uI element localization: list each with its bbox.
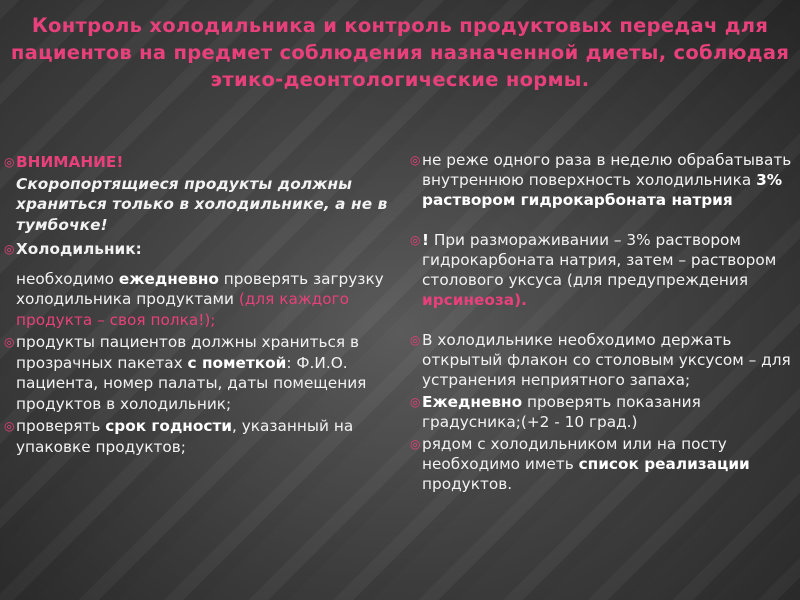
list-text-1: рядом с холодильником или на посту необходимо иметь [422, 435, 727, 473]
thermo-text-daily: Ежедневно [422, 393, 523, 411]
left-column [4, 152, 396, 457]
circle-dot-bullet-icon: ◎ [410, 395, 421, 409]
vinegar-text: В холодильнике необходимо держать открытый флакон со столовым уксусом – для устранения неприятного запаха; [422, 331, 791, 389]
fridge-label: Холодильник: [16, 240, 142, 258]
bullet-packets [4, 332, 396, 414]
right-column [410, 150, 798, 494]
bullet-attention [4, 152, 396, 173]
fridge-text-shelf: (для каждого продукта – своя полка!); [16, 290, 349, 329]
expiry-text-date: срок годности [105, 417, 233, 435]
defrost-text-disease: ирсинеоза). [422, 291, 527, 309]
circle-dot-bullet-icon: ◎ [4, 419, 15, 433]
bullet-weekly [410, 150, 798, 210]
fridge-text-daily: ежедневно [118, 269, 219, 288]
circle-dot-bullet-icon: ◎ [4, 242, 15, 256]
fridge-text-3: проверять загрузку холодильника продуктами [16, 269, 384, 308]
list-text-3: продуктов. [422, 475, 513, 493]
circle-dot-bullet-icon: ◎ [410, 233, 421, 247]
expiry-text-3: , указанный на упаковке продуктов; [16, 417, 354, 456]
fridge-check-text [4, 269, 396, 331]
packets-text-mark: с пометкой [187, 353, 287, 372]
defrost-text-2: При размораживании – 3% раствором гидрокарбоната натрия, затем – раствором столового уксуса (для предупреждения [422, 231, 777, 289]
attention-label: ВНИМАНИЕ! [16, 153, 124, 171]
thermo-text-2: проверять показания градусника;(+2 - 10 град.) [422, 393, 701, 431]
packets-text-3: : Ф.И.О. пациента, номер палаты, даты помещения продуктов в холодильник; [16, 353, 367, 413]
packets-text-1: продукты пациентов должны храниться в прозрачных пакетах [16, 333, 360, 372]
weekly-text-solution: 3% раствором гидрокарбоната натрия [422, 171, 783, 209]
circle-dot-bullet-icon: ◎ [4, 335, 15, 349]
circle-dot-bullet-icon: ◎ [410, 333, 421, 347]
list-text-realization: список реализации [578, 455, 750, 473]
bullet-list [410, 434, 798, 494]
circle-dot-bullet-icon: ◎ [410, 437, 421, 451]
circle-dot-bullet-icon: ◎ [410, 153, 421, 167]
bullet-thermometer [410, 392, 798, 432]
fridge-text-1: необходимо [16, 269, 119, 288]
bullet-defrost [410, 230, 798, 310]
attention-text: Скоропортящиеся продукты должны храниться только в холодильнике, а не в тумбочке! [16, 174, 388, 234]
weekly-text-1: не реже одного раза в неделю обрабатывать внутреннюю поверхность холодильника [422, 151, 792, 189]
bullet-fridge-label [4, 239, 396, 260]
defrost-text-exclaim: ! [422, 231, 429, 249]
bullet-vinegar [410, 330, 798, 390]
bullet-expiry [4, 416, 396, 457]
circle-dot-bullet-icon: ◎ [4, 155, 15, 169]
expiry-text-1: проверять [16, 417, 106, 435]
slide-title: Контроль холодильника и контроль продуктовых передач для пациентов на предмет соблюдения назначенной диеты, соблюдая этико-деонтологические нормы. [10, 14, 790, 91]
